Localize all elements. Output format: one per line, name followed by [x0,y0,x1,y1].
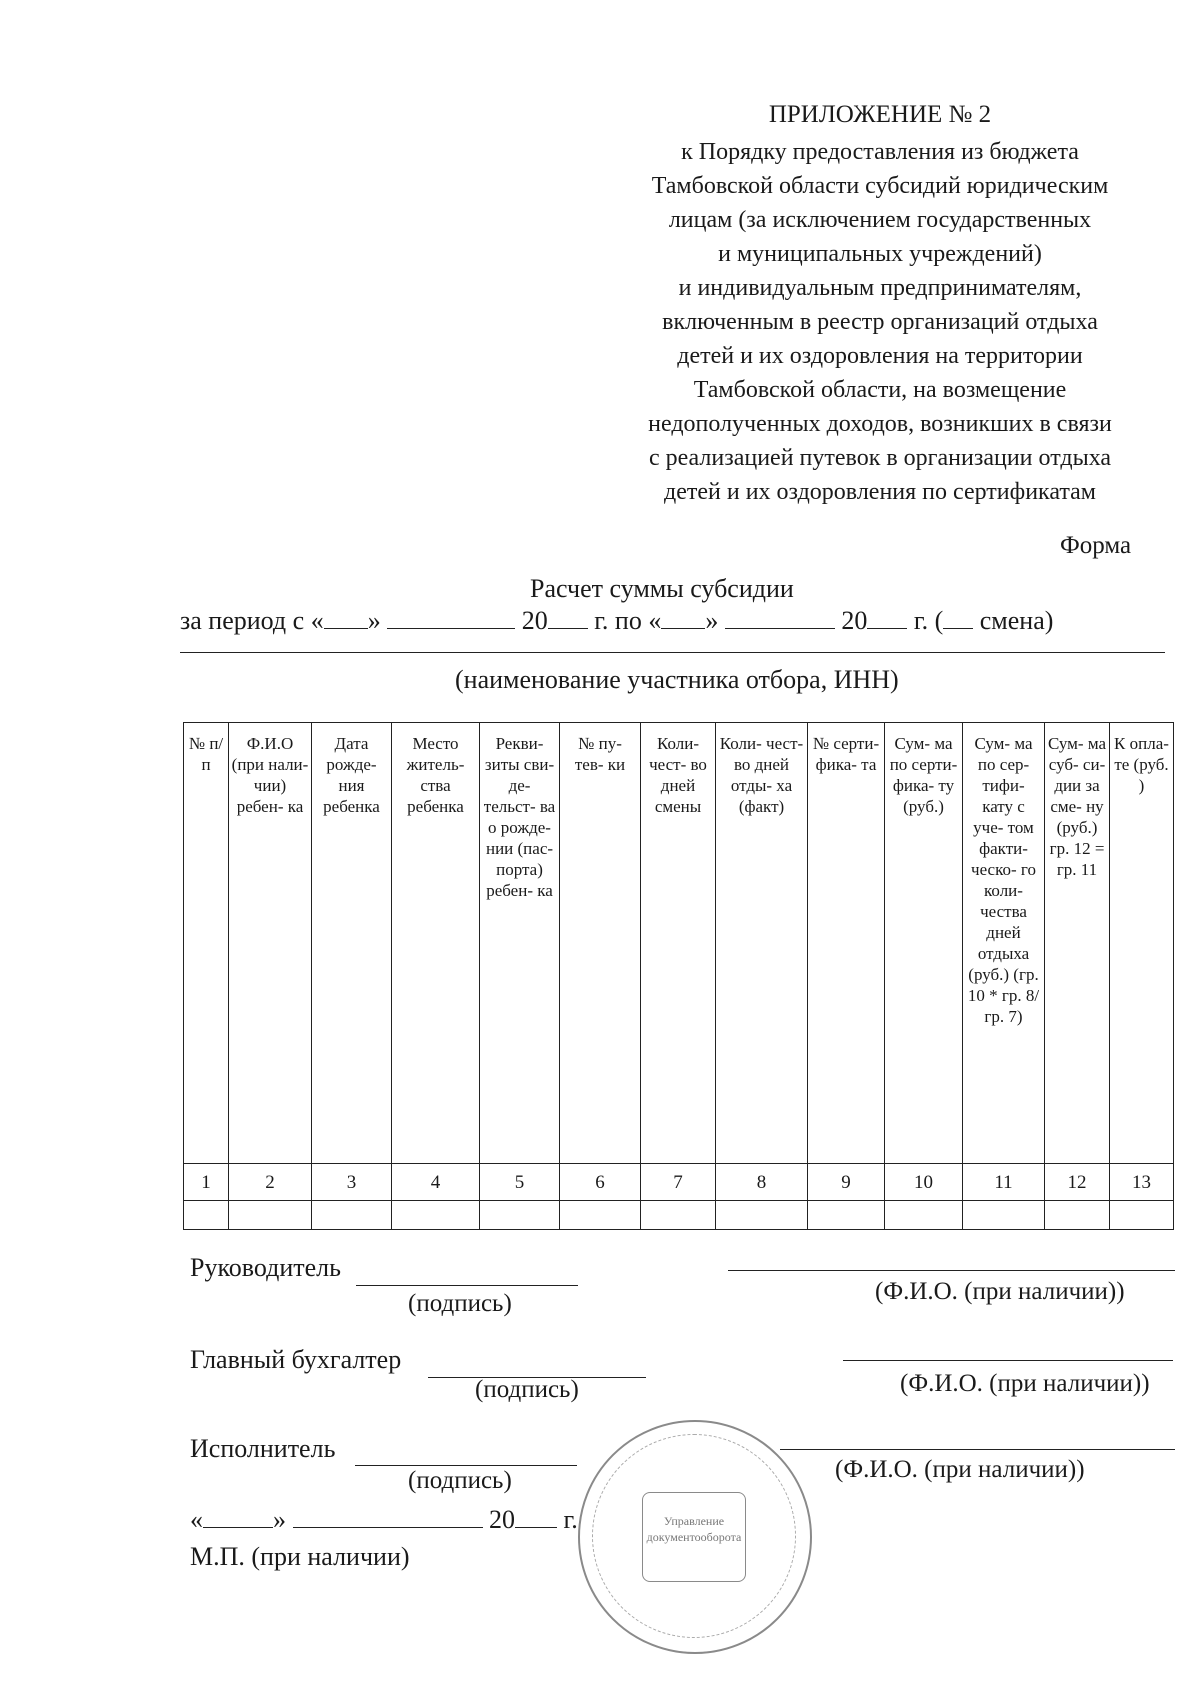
table-cell[interactable] [229,1201,312,1230]
executor-fio-caption: (Ф.И.О. (при наличии)) [835,1456,1085,1483]
table-cell[interactable] [392,1201,480,1230]
official-stamp [578,1420,812,1654]
date-year-blank[interactable] [515,1505,557,1528]
table-cell[interactable] [1045,1201,1110,1230]
col-header: Сум- ма по серти- фика- ту (руб.) [885,723,963,1164]
forma-label: Форма [1060,532,1132,559]
year-from-blank[interactable] [548,606,588,629]
col-header: Коли- чест- во дней смены [641,723,716,1164]
period-year: 20 [841,606,868,635]
col-header: Место житель- ства ребенка [392,723,480,1164]
appendix-line: Тамбовской области, на возмещение [693,377,1067,403]
col-header: Коли- чест- во дней отды- ха (факт) [716,723,808,1164]
table-cell[interactable] [963,1201,1045,1230]
period-to: г. по « [594,606,662,635]
date-day-blank[interactable] [203,1505,273,1528]
appendix-line: и муниципальных учреждений) [718,241,1042,267]
table-cell[interactable] [808,1201,885,1230]
table-cell[interactable] [312,1201,392,1230]
col-header: № п/п [184,723,229,1164]
col-header: Сум- ма суб- си- дии за сме- ну (руб.) гр. 12 = гр. 11 [1045,723,1110,1164]
chief-accountant-fio-line[interactable] [843,1360,1173,1361]
appendix-line: Тамбовской области субсидий юридическим [651,173,1109,199]
appendix-line: детей и их оздоровления по сертификатам [664,479,1096,505]
head-fio-line[interactable] [728,1270,1175,1271]
table-cell[interactable] [480,1201,560,1230]
col-number: 2 [229,1164,312,1201]
period-prefix: за период с « [180,606,324,635]
head-signature-caption: (подпись) [408,1290,512,1317]
appendix-line: к Порядку предоставления из бюджета [681,139,1079,165]
chief-accountant-label: Главный бухгалтер [190,1345,402,1374]
col-number: 10 [885,1164,963,1201]
col-number: 4 [392,1164,480,1201]
seal-place-label: М.П. (при наличии) [190,1542,410,1571]
date-g: г. [563,1505,578,1534]
col-header: Дата рожде- ния ребенка [312,723,392,1164]
table-header-row [184,723,1174,1164]
table-row [184,1201,1174,1230]
participant-line[interactable] [180,652,1165,653]
appendix-line: включенным в реестр организаций отдыха [662,309,1098,335]
appendix-line: лицам (за исключением государственных [668,207,1092,233]
date-year: 20 [489,1505,515,1534]
appendix-line: недополученных доходов, возникших в связи [648,411,1112,437]
appendix-line: и индивидуальным предпринимателям, [678,275,1082,301]
month-to-blank[interactable] [725,606,835,629]
executor-fio-line[interactable] [780,1449,1175,1450]
col-number: 5 [480,1164,560,1201]
participant-caption: (наименование участника отбора, ИНН) [455,665,899,694]
table-cell[interactable] [1110,1201,1174,1230]
col-header: Ф.И.О (при нали- чии) ребен- ка [229,723,312,1164]
col-number: 11 [963,1164,1045,1201]
table-cell[interactable] [641,1201,716,1230]
chief-accountant-signature-caption: (подпись) [475,1376,579,1403]
table-cell[interactable] [560,1201,641,1230]
col-header: Рекви- зиты сви- де- тельст- ва о рожде- нии (пас- порта) ребен- ка [480,723,560,1164]
col-number: 13 [1110,1164,1174,1201]
col-number: 1 [184,1164,229,1201]
col-header: Сум- ма по сер- тифи- кату с уче- том факти- ческо- го коли- чества дней отдыха (руб.) (гр. 10 * гр. 8/ гр. 7) [963,723,1045,1164]
appendix-title: ПРИЛОЖЕНИЕ № 2 [768,101,992,128]
table-cell[interactable] [885,1201,963,1230]
month-from-blank[interactable] [387,606,515,629]
period-quote: » [705,606,719,635]
period-line [180,606,1053,636]
col-number: 3 [312,1164,392,1201]
col-number: 7 [641,1164,716,1201]
executor-label: Исполнитель [190,1434,336,1463]
period-quote: » [367,606,381,635]
date-quote-close: » [273,1505,286,1534]
appendix-line: детей и их оздоровления на территории [677,343,1083,369]
table-cell[interactable] [716,1201,808,1230]
table-cell[interactable] [184,1201,229,1230]
col-number: 12 [1045,1164,1110,1201]
head-fio-caption: (Ф.И.О. (при наличии)) [875,1278,1125,1305]
date-quote-open: « [190,1505,203,1534]
day-from-blank[interactable] [324,606,368,629]
shift-blank[interactable] [943,606,973,629]
period-shift: смена) [979,606,1054,635]
appendix-header [560,100,1200,509]
day-to-blank[interactable] [661,606,705,629]
col-header: № серти- фика- та [808,723,885,1164]
year-to-blank[interactable] [867,606,907,629]
col-number: 9 [808,1164,885,1201]
executor-signature-caption: (подпись) [408,1467,512,1494]
appendix-line: с реализацией путевок в организации отдыха [648,445,1112,471]
col-number: 6 [560,1164,641,1201]
col-number: 8 [716,1164,808,1201]
calc-title: Расчет суммы субсидии [530,574,794,603]
executor-signature-line[interactable] [355,1465,577,1466]
column-number-row [184,1164,1174,1201]
head-signature-line[interactable] [356,1285,578,1286]
period-g: г. ( [913,606,944,635]
stamp-center: Управление документооборота [642,1492,746,1582]
chief-accountant-fio-caption: (Ф.И.О. (при наличии)) [900,1370,1150,1397]
col-header: № пу- тев- ки [560,723,641,1164]
date-month-blank[interactable] [293,1505,483,1528]
col-header: К опла- те (руб. ) [1110,723,1174,1164]
subsidy-table [183,722,1174,1230]
head-label: Руководитель [190,1253,341,1282]
period-year: 20 [521,606,548,635]
date-line [190,1505,578,1535]
